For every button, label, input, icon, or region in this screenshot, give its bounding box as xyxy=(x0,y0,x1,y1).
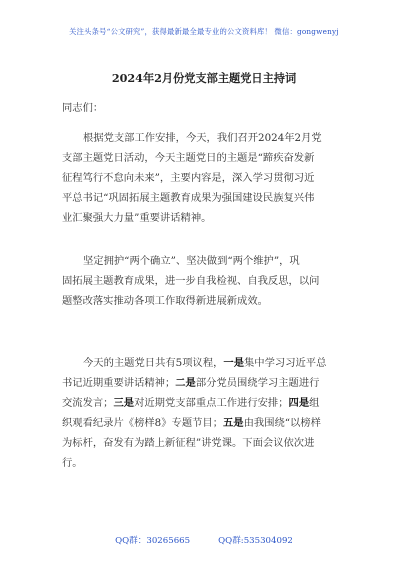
paragraph-2-line: 坚定拥护“两个确立”、坚决做到“两个维护”，巩 xyxy=(83,255,300,267)
paragraph-1-line: 征程笃行不怠向未来”，主要内容是，深入学习贯彻习近 xyxy=(62,172,315,184)
text-run: 组 xyxy=(309,397,320,409)
paragraph-3-line xyxy=(62,373,362,393)
text-run: 对近期党支部重点工作进行安排； xyxy=(134,397,289,409)
paragraph-1-line: 业汇聚强大力量”重要讲话精神。 xyxy=(62,212,212,224)
top-banner: 关注头条号“公文研究”，获得最新最全最专业的公文资料库！ 微信：gongwenyj xyxy=(69,27,339,36)
paragraph-1-line: 根据党支部工作安排，今天，我们召开2024年2月党 xyxy=(83,132,322,144)
paragraph-1 xyxy=(62,128,362,228)
paragraph-2 xyxy=(62,251,362,311)
greeting: 同志们： xyxy=(62,102,104,114)
agenda-marker-3: 三是 xyxy=(113,397,135,409)
paragraph-3 xyxy=(62,353,362,473)
agenda-marker-2: 二是 xyxy=(175,377,196,389)
footer-qq-group-2: QQ群:535304092 xyxy=(218,536,293,546)
text-run: 织观看纪录片《榜样8》专题节目； xyxy=(62,417,224,429)
text-run: 集中学习习近平总 xyxy=(244,357,327,369)
paragraph-2-line: 题整改落实推动各项工作取得新进展新成效。 xyxy=(62,295,268,307)
paragraph-1-line: 支部主题党日活动，今天主题党日的主题是“蹄疾奋发新 xyxy=(62,152,315,164)
agenda-marker-5: 五是 xyxy=(223,417,244,429)
paragraph-3-line xyxy=(62,413,362,433)
paragraph-3-line: 为标杆，奋发有为踏上新征程”讲党课。下面会议依次进 xyxy=(62,437,315,449)
paragraph-1-line: 平总书记“巩固拓展主题教育成果为强国建设民族复兴伟 xyxy=(62,192,315,204)
text-run: 由我围绕“以榜样 xyxy=(243,417,321,429)
paragraph-3-line xyxy=(62,353,362,373)
footer xyxy=(0,534,408,546)
text-run: 书记近期重要讲话精神； xyxy=(62,377,176,389)
text-run: 部分党员围绕学习主题进行 xyxy=(195,377,320,389)
text-run: 交流发言； xyxy=(62,397,114,409)
text-run: 今天的主题党日共有5项议程， xyxy=(83,357,224,369)
paragraph-2-line: 固拓展主题教育成果，进一步自我检视、自我反思，以问 xyxy=(62,275,320,287)
paragraph-3-line: 行。 xyxy=(62,457,83,469)
paragraph-3-line xyxy=(62,393,362,413)
agenda-marker-4: 四是 xyxy=(288,397,310,409)
document-title: 2024年2月份党支部主题党日主持词 xyxy=(111,71,297,85)
footer-qq-group-1: QQ群：30265665 xyxy=(115,536,191,546)
agenda-marker-1: 一是 xyxy=(223,357,245,369)
